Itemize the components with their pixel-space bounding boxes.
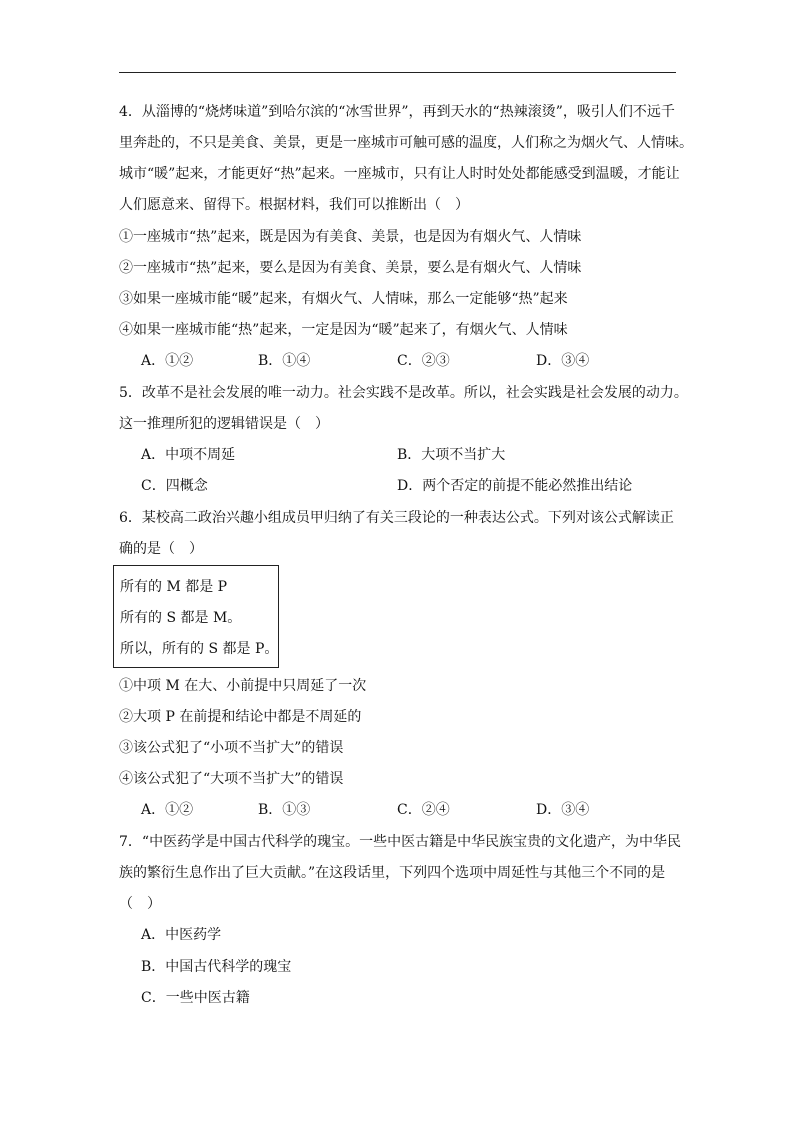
q6-stem-line-1: 6．某校高二政治兴趣小组成员甲归纳了有关三段论的一种表达公式。下列对该公式解读正 <box>119 510 674 526</box>
q5-option-c[interactable]: C．四概念 <box>141 478 208 494</box>
q6-option-b[interactable]: B．①③ <box>258 802 311 818</box>
q4-option-d[interactable]: D．③④ <box>536 353 590 369</box>
q4-item-2: ②一座城市“热”起来，要么是因为有美食、美景，要么是有烟火气、人情味 <box>119 260 582 276</box>
q4-stem-line-1: 4．从淄博的“烧烤味道”到哈尔滨的“冰雪世界”，再到天水的“热辣滚烫”，吸引人们不远千 <box>119 104 675 120</box>
q4-stem-line-2: 里奔赴的，不只是美食、美景，更是一座城市可触可感的温度，人们称之为烟火气、人情味。 <box>119 135 693 151</box>
formula-minor-premise: 所有的 S 都是 M。 <box>120 610 242 626</box>
q6-item-3: ③该公式犯了“小项不当扩大”的错误 <box>119 740 344 756</box>
q4-option-a[interactable]: A．①② <box>141 353 194 369</box>
formula-conclusion: 所以，所有的 S 都是 P。 <box>120 641 279 657</box>
q7-stem-line-1: 7．“中医药学是中国古代科学的瑰宝。一些中医古籍是中华民族宝贵的文化遗产，为中华民 <box>119 834 682 850</box>
q6-option-a[interactable]: A．①② <box>141 802 194 818</box>
q7-option-c[interactable]: C．一些中医古籍 <box>141 990 250 1006</box>
q6-item-1: ①中项 M 在大、小前提中只周延了一次 <box>119 678 367 694</box>
q4-item-4: ④如果一座城市能“热”起来，一定是因为“暖”起来了，有烟火气、人情味 <box>119 322 568 338</box>
q6-option-c[interactable]: C．②④ <box>397 802 450 818</box>
header-rule <box>119 72 676 73</box>
q6-item-2: ②大项 P 在前提和结论中都是不周延的 <box>119 709 362 725</box>
q4-item-1: ①一座城市“热”起来，既是因为有美食、美景，也是因为有烟火气、人情味 <box>119 229 582 245</box>
q5-option-a[interactable]: A．中项不周延 <box>141 447 236 463</box>
q7-stem-line-3: （ ） <box>119 896 161 912</box>
q7-option-a[interactable]: A．中医药学 <box>141 927 222 943</box>
q6-item-4: ④该公式犯了“大项不当扩大”的错误 <box>119 771 344 787</box>
q4-option-b[interactable]: B．①④ <box>258 353 311 369</box>
q7-option-b[interactable]: B．中国古代科学的瑰宝 <box>141 959 292 975</box>
q5-option-b[interactable]: B．大项不当扩大 <box>397 447 506 463</box>
q5-stem-line-1: 5．改革不是社会发展的唯一动力。社会实践不是改革。所以，社会实践是社会发展的动力。 <box>119 385 688 401</box>
q4-stem-line-4: 人们愿意来、留得下。根据材料，我们可以推断出（ ） <box>119 197 469 213</box>
syllogism-formula-box <box>113 565 279 668</box>
q4-option-c[interactable]: C．②③ <box>397 353 450 369</box>
q6-option-d[interactable]: D．③④ <box>536 802 590 818</box>
q5-stem-line-2: 这一推理所犯的逻辑错误是（ ） <box>119 416 329 432</box>
q5-option-d[interactable]: D．两个否定的前提不能必然推出结论 <box>397 478 633 494</box>
q7-stem-line-2: 族的繁衍生息作出了巨大贡献。”在这段话里，下列四个选项中周延性与其他三个不同的是 <box>119 865 666 881</box>
formula-major-premise: 所有的 M 都是 P <box>120 579 228 595</box>
q4-stem-line-3: 城市“暖”起来，才能更好“热”起来。一座城市，只有让人时时处处都能感受到温暖，才能让 <box>119 166 680 182</box>
q4-item-3: ③如果一座城市能“暖”起来，有烟火气、人情味，那么一定能够“热”起来 <box>119 291 568 307</box>
q6-stem-line-2: 确的是（ ） <box>119 541 203 557</box>
